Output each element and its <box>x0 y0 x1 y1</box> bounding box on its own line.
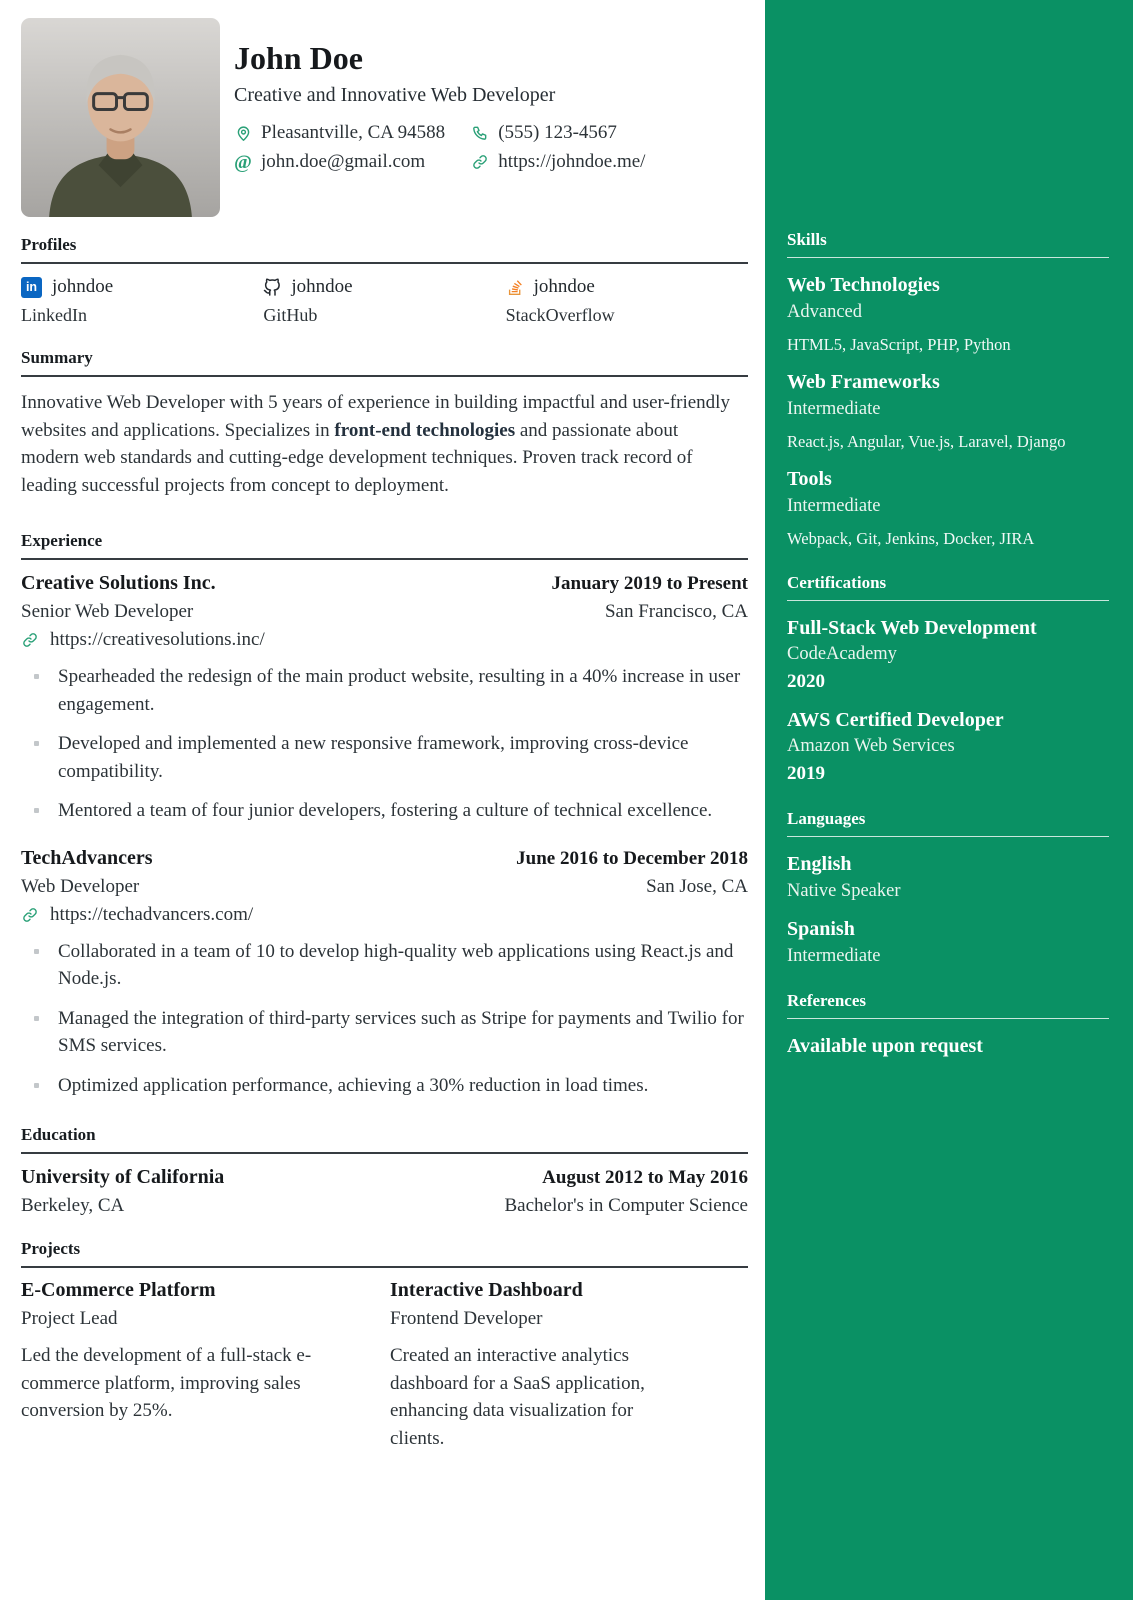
sidebar <box>765 0 1133 1600</box>
education-heading: Education <box>21 1125 748 1154</box>
job-dates: June 2016 to December 2018 <box>516 847 748 869</box>
profile-username[interactable]: johndoe <box>533 276 595 297</box>
email-text[interactable]: john.doe@gmail.com <box>261 151 426 172</box>
profile-network: LinkedIn <box>21 305 87 325</box>
language-name: Spanish <box>787 918 855 940</box>
skill-level: Advanced <box>787 302 862 322</box>
job-bullet <box>21 663 748 718</box>
profile-network: GitHub <box>263 305 318 325</box>
job-bullet-text: Managed the integration of third-party services such as Stripe for payments and Twilio for SMS services. <box>58 1007 744 1056</box>
languages-heading: Languages <box>787 809 1109 837</box>
project-role: Project Lead <box>21 1308 118 1329</box>
job-entry <box>21 847 748 1100</box>
skill-name: Tools <box>787 468 832 490</box>
projects-heading: Projects <box>21 1239 748 1268</box>
job-link-row <box>21 904 748 926</box>
job-location: San Francisco, CA <box>604 601 748 622</box>
job-url[interactable]: https://techadvancers.com/ <box>50 903 254 925</box>
contact-location <box>234 122 445 144</box>
phone-text[interactable]: (555) 123-4567 <box>498 122 617 143</box>
job-bullet <box>21 730 748 785</box>
summary-text-before: Innovative Web Developer with 5 years of experience in building impactful and user-friendly websites and applications. Specializes in <box>21 392 730 441</box>
job-company: Creative Solutions Inc. <box>21 572 216 594</box>
job-bullet-text: Spearheaded the redesign of the main product website, resulting in a 40% increase in user engagement. <box>58 666 741 715</box>
references-section <box>787 991 1109 1058</box>
certifications-section <box>787 573 1109 785</box>
certification-year: 2020 <box>787 671 825 692</box>
education-degree: Bachelor's in Computer Science <box>504 1195 748 1216</box>
contact-list <box>234 122 645 173</box>
location-pin-icon <box>234 124 252 142</box>
language-item <box>787 853 1109 902</box>
languages-section <box>787 809 1109 967</box>
projects-section <box>21 1239 748 1452</box>
profile-stackoverflow <box>506 276 748 326</box>
portrait-photo-illustration <box>21 18 220 217</box>
education-section <box>21 1125 748 1217</box>
profiles-row <box>21 276 748 326</box>
skill-group <box>787 371 1109 452</box>
certification-name: Full-Stack Web Development <box>787 617 1037 639</box>
job-bullet-text: Collaborated in a team of 10 to develop high-quality web applications using React.js and Node.js. <box>58 940 734 989</box>
job-bullet <box>21 1072 748 1100</box>
language-item <box>787 918 1109 967</box>
job-bullet-text: Optimized application performance, achieving a 30% reduction in load times. <box>58 1074 649 1096</box>
skill-level: Intermediate <box>787 496 881 516</box>
bullet-dot-icon <box>34 674 39 679</box>
certification-item <box>787 617 1109 693</box>
contact-email <box>234 151 445 173</box>
job-subheader-row <box>21 876 748 898</box>
header <box>21 0 748 217</box>
job-bullet <box>21 938 748 993</box>
certification-year: 2019 <box>787 763 825 784</box>
summary-highlight[interactable]: front-end technologies <box>334 419 516 441</box>
skill-group <box>787 468 1109 549</box>
bullet-dot-icon <box>34 1016 39 1021</box>
summary-text-after: and passionate about modern web standards and cutting-edge development techniques. Proven track record of leading successful projects from concept to deployment. <box>21 419 693 496</box>
job-bullet <box>21 797 748 825</box>
profile-network: StackOverflow <box>505 305 615 325</box>
skill-keywords: React.js, Angular, Vue.js, Laravel, Django <box>787 432 1066 451</box>
project-description: Created an interactive analytics dashboard for a SaaS application, enhancing data visualization for clients. <box>390 1345 645 1449</box>
profile-linkedin <box>21 276 263 326</box>
job-subheader-row <box>21 601 748 623</box>
at-sign-icon: @ <box>234 151 252 173</box>
education-header-row <box>21 1166 748 1189</box>
skills-heading: Skills <box>787 230 1109 258</box>
projects-grid <box>21 1279 748 1452</box>
education-location: Berkeley, CA <box>21 1195 125 1216</box>
profile-username-row <box>506 276 748 298</box>
project-entry <box>21 1279 390 1452</box>
summary-heading: Summary <box>21 348 748 377</box>
location-text: Pleasantville, CA 94588 <box>261 122 446 143</box>
education-dates: August 2012 to May 2016 <box>542 1167 748 1188</box>
profile-username-row <box>263 276 505 298</box>
job-bullet-list <box>21 663 748 825</box>
certification-item <box>787 709 1109 785</box>
certifications-heading: Certifications <box>787 573 1109 601</box>
job-bullet <box>21 1005 748 1060</box>
project-description: Led the development of a full-stack e-commerce platform, improving sales conversion by 25%. <box>21 1345 312 1421</box>
job-bullet-text: Developed and implemented a new responsive framework, improving cross-device compatibility. <box>58 733 689 782</box>
profiles-heading: Profiles <box>21 235 748 264</box>
profile-username[interactable]: johndoe <box>52 276 114 297</box>
skill-keywords: Webpack, Git, Jenkins, Docker, JIRA <box>787 529 1035 548</box>
language-name: English <box>787 853 852 875</box>
project-name: Interactive Dashboard <box>390 1279 583 1301</box>
contact-phone <box>471 122 645 144</box>
linkedin-icon: in <box>21 277 42 298</box>
profiles-section <box>21 235 748 326</box>
contact-website <box>471 151 645 173</box>
profile-username-row <box>21 276 263 298</box>
website-text[interactable]: https://johndoe.me/ <box>498 151 646 172</box>
job-bullet-list <box>21 938 748 1100</box>
certification-issuer: Amazon Web Services <box>787 736 955 756</box>
link-icon <box>21 906 39 924</box>
job-company: TechAdvancers <box>21 846 153 869</box>
person-headline: Creative and Innovative Web Developer <box>234 84 556 106</box>
job-entry <box>21 572 748 825</box>
summary-text <box>21 389 735 499</box>
skills-section <box>787 230 1109 549</box>
bullet-dot-icon <box>34 741 39 746</box>
job-location: San Jose, CA <box>646 875 748 897</box>
bullet-dot-icon <box>34 949 39 954</box>
phone-icon <box>471 124 489 142</box>
person-name: John Doe <box>234 40 363 76</box>
project-role: Frontend Developer <box>390 1308 543 1329</box>
github-icon <box>263 278 281 296</box>
main-column <box>21 0 748 1452</box>
project-name: E-Commerce Platform <box>21 1279 216 1301</box>
bullet-dot-icon <box>34 1083 39 1088</box>
education-subheader-row <box>21 1195 748 1217</box>
skill-group <box>787 274 1109 355</box>
job-url[interactable]: https://creativesolutions.inc/ <box>50 629 265 650</box>
stackoverflow-icon <box>506 278 524 296</box>
skill-level: Intermediate <box>787 399 881 419</box>
link-icon <box>21 631 39 649</box>
certification-name: AWS Certified Developer <box>787 709 1004 731</box>
profile-github <box>263 276 505 326</box>
education-school: University of California <box>21 1166 225 1188</box>
language-level: Intermediate <box>787 946 881 966</box>
skill-name: Web Technologies <box>787 274 940 296</box>
references-heading: References <box>787 991 1109 1019</box>
skill-name: Web Frameworks <box>787 371 940 393</box>
skill-keywords: HTML5, JavaScript, PHP, Python <box>787 335 1011 354</box>
references-note: Available upon request <box>787 1035 983 1057</box>
project-entry <box>390 1279 748 1452</box>
experience-heading: Experience <box>21 531 748 560</box>
job-link-row <box>21 629 748 651</box>
profile-username[interactable]: johndoe <box>291 276 353 297</box>
job-dates: January 2019 to Present <box>551 573 748 594</box>
job-role: Senior Web Developer <box>21 601 194 622</box>
job-bullet-text: Mentored a team of four junior developers, fostering a culture of technical excellence. <box>58 800 713 821</box>
job-header-row <box>21 572 748 595</box>
summary-section <box>21 348 748 499</box>
experience-section <box>21 531 748 1099</box>
job-role: Web Developer <box>21 875 140 897</box>
link-icon <box>471 153 489 171</box>
job-header-row <box>21 847 748 870</box>
bullet-dot-icon <box>34 808 39 813</box>
portrait-photo <box>21 18 220 217</box>
education-entry <box>21 1166 748 1217</box>
certification-issuer: CodeAcademy <box>787 644 897 664</box>
language-level: Native Speaker <box>787 881 901 901</box>
header-info <box>234 0 645 217</box>
